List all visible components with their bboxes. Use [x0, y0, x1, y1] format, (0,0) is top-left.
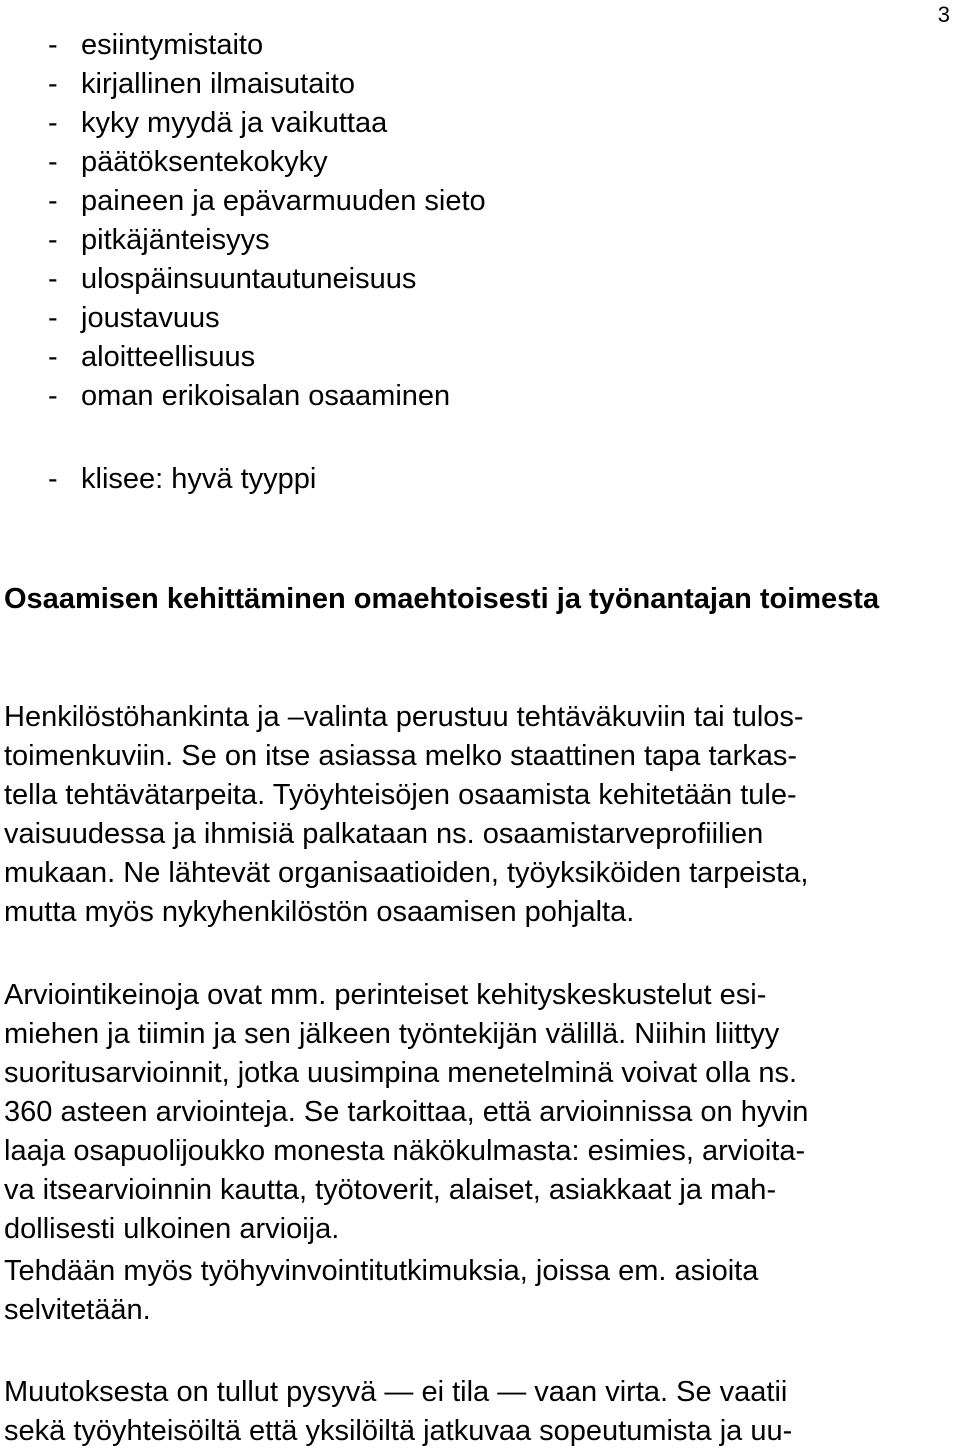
paragraph-2-line: suoritusarvioinnit, jotka uusimpina menetelminä voivat olla ns.: [4, 1057, 798, 1089]
list-item-text: joustavuus: [81, 302, 220, 334]
paragraph-1-line: tella tehtävätarpeita. Työyhteisöjen osaamista kehitetään tule-: [4, 779, 797, 811]
list-item: [48, 26, 486, 65]
paragraph-2-line: Arviointikeinoja ovat mm. perinteiset kehityskeskustelut esi-: [4, 979, 767, 1011]
list-dash: -: [48, 146, 58, 178]
paragraph-1-line: vaisuudessa ja ihmisiä palkataan ns. osaamistarveprofiilien: [4, 818, 764, 850]
cliche-item-text: klisee: hyvä tyyppi: [81, 463, 317, 495]
list-item-text: kyky myydä ja vaikuttaa: [81, 107, 388, 139]
list-item-text: aloitteellisuus: [81, 341, 256, 373]
paragraph-2-line: Tehdään myös työhyvinvointitutkimuksia, joissa em. asioita: [4, 1255, 759, 1287]
skills-list: [48, 26, 486, 416]
list-item-text: paineen ja epävarmuuden sieto: [81, 185, 486, 217]
list-dash: -: [48, 263, 58, 295]
list-item: [48, 221, 486, 260]
paragraph-2-line: va itsearvioinnin kautta, työtoverit, alaiset, asiakkaat ja mah-: [4, 1174, 777, 1206]
cliche-item: [48, 460, 316, 499]
paragraph-1-line: toimenkuviin. Se on itse asiassa melko staattinen tapa tarkas-: [4, 740, 798, 772]
list-item: [48, 143, 486, 182]
list-dash: -: [48, 107, 58, 139]
list-dash: -: [48, 463, 58, 495]
list-dash: -: [48, 68, 58, 100]
paragraph-1-line: mutta myös nykyhenkilöstön osaamisen pohjalta.: [4, 896, 635, 928]
page-number: 3: [937, 2, 950, 27]
list-dash: -: [48, 185, 58, 217]
paragraph-2-line: 360 asteen arviointeja. Se tarkoittaa, että arvioinnissa on hyvin: [4, 1096, 809, 1128]
list-dash: -: [48, 380, 58, 412]
list-dash: -: [48, 341, 58, 373]
paragraph-3-line: sekä työyhteisöiltä että yksilöiltä jatkuvaa sopeutumista ja uu-: [4, 1415, 793, 1447]
paragraph-2-line: laaja osapuolijoukko monesta näkökulmasta: esimies, arvioita-: [4, 1135, 806, 1167]
list-item: [48, 65, 486, 104]
list-item-text: ulospäinsuuntautuneisuus: [81, 263, 417, 295]
list-item: [48, 260, 486, 299]
list-dash: -: [48, 224, 58, 256]
list-item-text: pitkäjänteisyys: [81, 224, 270, 256]
list-item-text: esiintymistaito: [81, 29, 264, 61]
paragraph-2-line: miehen ja tiimin ja sen jälkeen työntekijän välillä. Niihin liittyy: [4, 1018, 780, 1050]
section-heading: Osaamisen kehittäminen omaehtoisesti ja työnantajan toimesta: [4, 583, 880, 615]
list-item-text: oman erikoisalan osaaminen: [81, 380, 451, 412]
paragraph-1-line: Henkilöstöhankinta ja –valinta perustuu tehtäväkuviin tai tulos-: [4, 701, 804, 733]
paragraph-2-line: selvitetään.: [4, 1294, 151, 1326]
paragraph-3-line: Muutoksesta on tullut pysyvä — ei tila — vaan virta. Se vaatii: [4, 1376, 788, 1408]
list-item: [48, 182, 486, 221]
list-item: [48, 104, 486, 143]
list-dash: -: [48, 29, 58, 61]
list-item: [48, 299, 486, 338]
list-item-text: päätöksentekokyky: [81, 146, 328, 178]
list-dash: -: [48, 302, 58, 334]
paragraph-1-line: mukaan. Ne lähtevät organisaatioiden, työyksiköiden tarpeista,: [4, 857, 809, 889]
list-item-text: kirjallinen ilmaisutaito: [81, 68, 355, 100]
list-item: [48, 377, 486, 416]
list-item: [48, 338, 486, 377]
paragraph-2-line: dollisesti ulkoinen arvioija.: [4, 1213, 340, 1245]
